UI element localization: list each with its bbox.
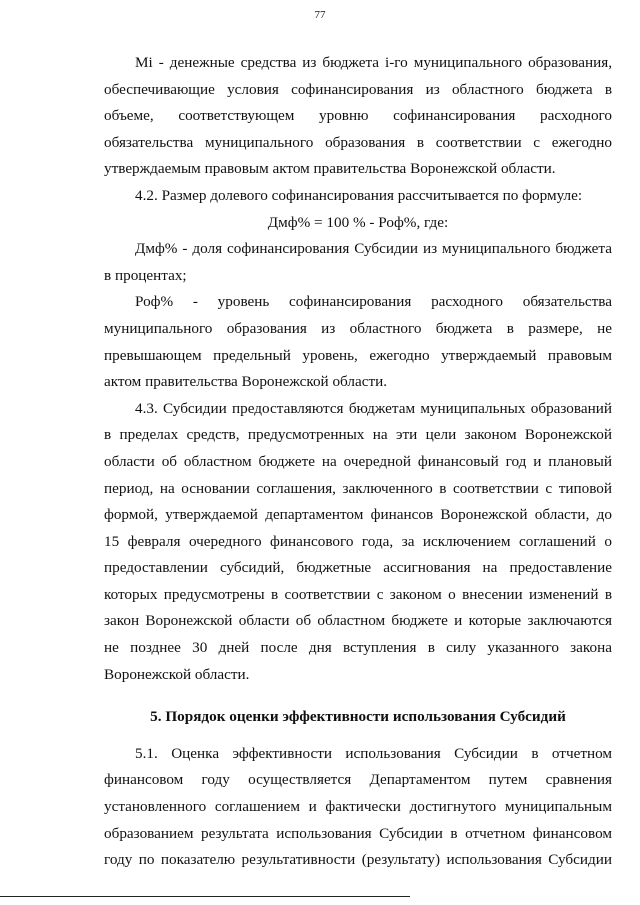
text-line: финансовом году осуществляется Департаментом путем сравнения [104,771,612,789]
text-line: Роф% - уровень софинансирования расходного обязательства [135,293,612,311]
document-body [104,50,612,874]
text-line: в пределах средств, предусмотренных на эти цели законом Воронежской [104,426,612,444]
text-line: муниципального образования из областного бюджета в размере, не [104,319,612,337]
text-line: превышающем предельный уровень, ежегодно утверждаемый правовым [104,346,612,364]
text-line: Дмф% - доля софинансирования Субсидии из муниципального бюджета [135,240,612,258]
text-line: обеспечивающие условия софинансирования из областного бюджета в [104,80,612,98]
text-line: закон Воронежской области об областном бюджете и которые заключаются [104,612,612,630]
text-line: году по показателю результативности (результату) использования Субсидии [104,851,612,869]
section-heading: 5. Порядок оценки эффективности использования Субсидий [150,708,566,726]
text-line: Mi - денежные средства из бюджета i-го муниципального образования, [135,54,612,71]
text-line: области об областном бюджете на очередной финансовый год и плановый [104,452,612,470]
page-number: 77 [314,9,326,21]
text-line: предоставлении субсидий, бюджетные ассигнования на предоставление [104,559,612,577]
text-line: установленного соглашением и фактически достигнутого муниципальным [104,798,612,816]
text-line: утверждаемым правовым актом правительства Воронежской области. [104,160,556,178]
text-line: формой, утверждаемой департаментом финансов Воронежской области, до [104,506,612,524]
text-line: 15 февраля очередного финансового года, за исключением соглашений о [104,532,612,550]
text-line: образованием результата использования Субсидии в отчетном финансовом [104,824,612,842]
text-line: Воронежской области. [104,665,250,683]
text-line: в процентах; [104,266,187,284]
text-line: 4.3. Субсидии предоставляются бюджетам муниципальных образований [135,399,612,417]
text-line: объеме, соответствующем уровню софинансирования расходного [104,107,612,125]
text-line: обязательства муниципального образования в соответствии с ежегодно [104,133,612,151]
text-line: 5.1. Оценка эффективности использования Субсидии в отчетном [135,744,612,762]
text-line: период, на основании соглашения, заключенного в соответствии с типовой [104,479,612,497]
text-line: 4.2. Размер долевого софинансирования рассчитывается по формуле: [135,186,583,204]
text-line: не позднее 30 дней после дня вступления в силу указанного закона [104,639,612,657]
formula: Дмф% = 100 % - Роф%, где: [267,213,449,231]
text-line: актом правительства Воронежской области. [104,373,388,391]
text-line: которых предусмотрены в соответствии с законом о внесении изменений в [104,585,612,603]
footer-divider [0,896,410,897]
